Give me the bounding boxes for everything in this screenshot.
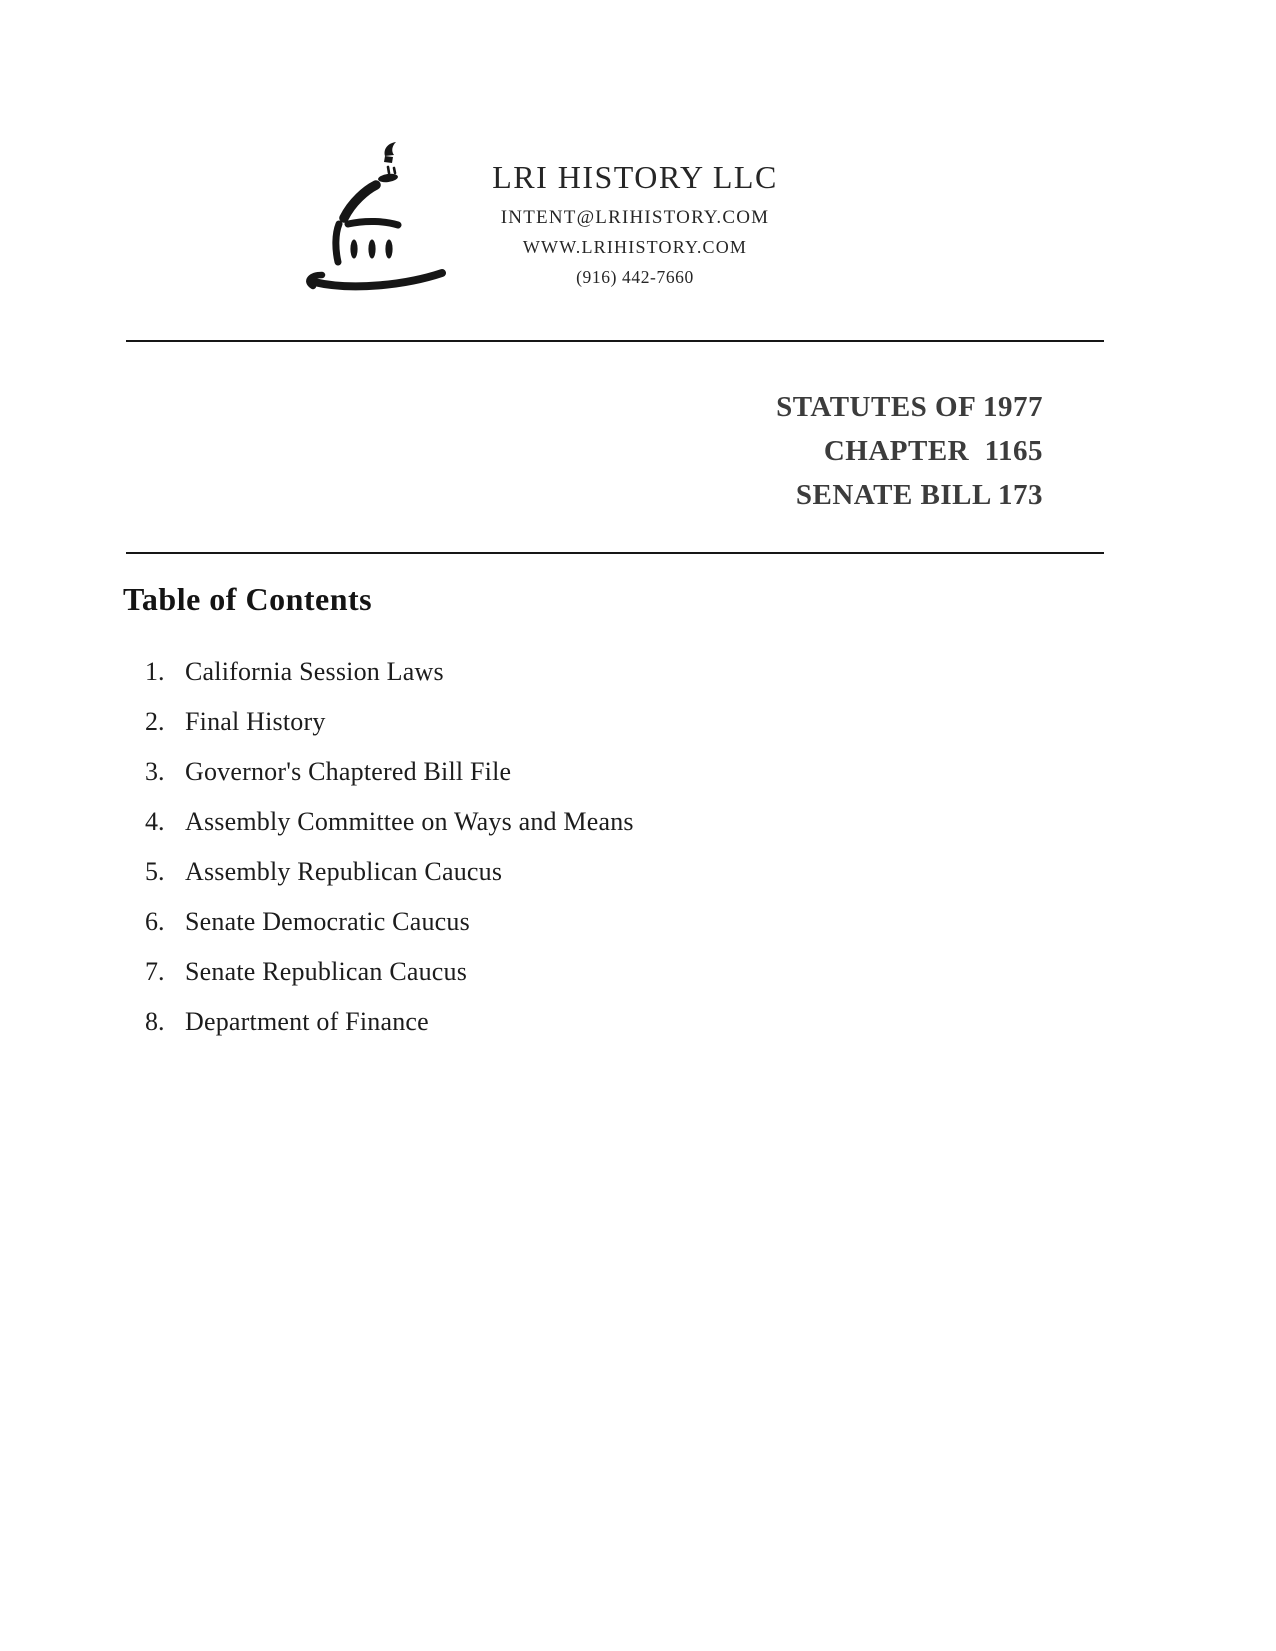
toc-item-label: Department of Finance [185, 1007, 429, 1036]
toc-item-number: 8. [145, 1007, 165, 1036]
toc-item-label: Final History [185, 707, 326, 736]
toc-item [145, 847, 845, 897]
toc-item-number: 2. [145, 707, 165, 736]
company-email: INTENT@LRIHISTORY.COM [500, 207, 770, 228]
logo-column-3 [385, 240, 392, 259]
senate-bill-line: SENATE BILL 173 [795, 479, 1043, 511]
capitol-dome-logo-icon [290, 125, 460, 305]
logo-column-2 [368, 240, 375, 259]
toc-item-number: 3. [145, 757, 165, 786]
logo-dome-stroke [344, 185, 376, 218]
statutes-line: STATUTES OF 1977 [776, 391, 1043, 423]
toc-item-label: California Session Laws [185, 657, 444, 686]
logo-base-swoosh [314, 273, 442, 286]
chapter-line: CHAPTER 1165 [823, 435, 1043, 467]
toc-item [145, 747, 845, 797]
logo-flag [385, 142, 396, 156]
company-phone: (916) 442-7660 [576, 267, 694, 287]
divider-top [126, 340, 1104, 342]
toc-item [145, 697, 845, 747]
toc-item [145, 647, 845, 697]
logo-ticks [388, 167, 395, 173]
company-name: LRI HISTORY LLC [492, 159, 778, 195]
toc-item-number: 1. [145, 657, 165, 686]
toc-list [145, 647, 845, 1047]
logo-lantern [384, 156, 393, 163]
case-title-block [776, 385, 1043, 517]
toc-item-label: Assembly Republican Caucus [185, 857, 503, 886]
toc-item [145, 897, 845, 947]
toc-item-number: 6. [145, 907, 165, 936]
logo-roofline [348, 221, 398, 225]
toc-item-number: 4. [145, 807, 165, 836]
toc-heading: Table of Contents [123, 581, 373, 617]
toc-item-number: 7. [145, 957, 165, 986]
logo-column-1 [350, 240, 357, 259]
divider-bottom [126, 552, 1104, 554]
toc-item-label: Assembly Committee on Ways and Means [185, 807, 634, 836]
toc-item-label: Senate Republican Caucus [185, 957, 468, 986]
toc-item-label: Governor's Chaptered Bill File [185, 757, 512, 786]
letterhead-contact-block [450, 160, 820, 288]
company-website: WWW.LRIHISTORY.COM [522, 237, 748, 257]
toc-item-label: Senate Democratic Caucus [185, 907, 470, 936]
toc-item-number: 5. [145, 857, 165, 886]
toc-item [145, 947, 845, 997]
toc-item [145, 797, 845, 847]
toc-item [145, 997, 845, 1047]
logo-left-column [336, 224, 339, 262]
